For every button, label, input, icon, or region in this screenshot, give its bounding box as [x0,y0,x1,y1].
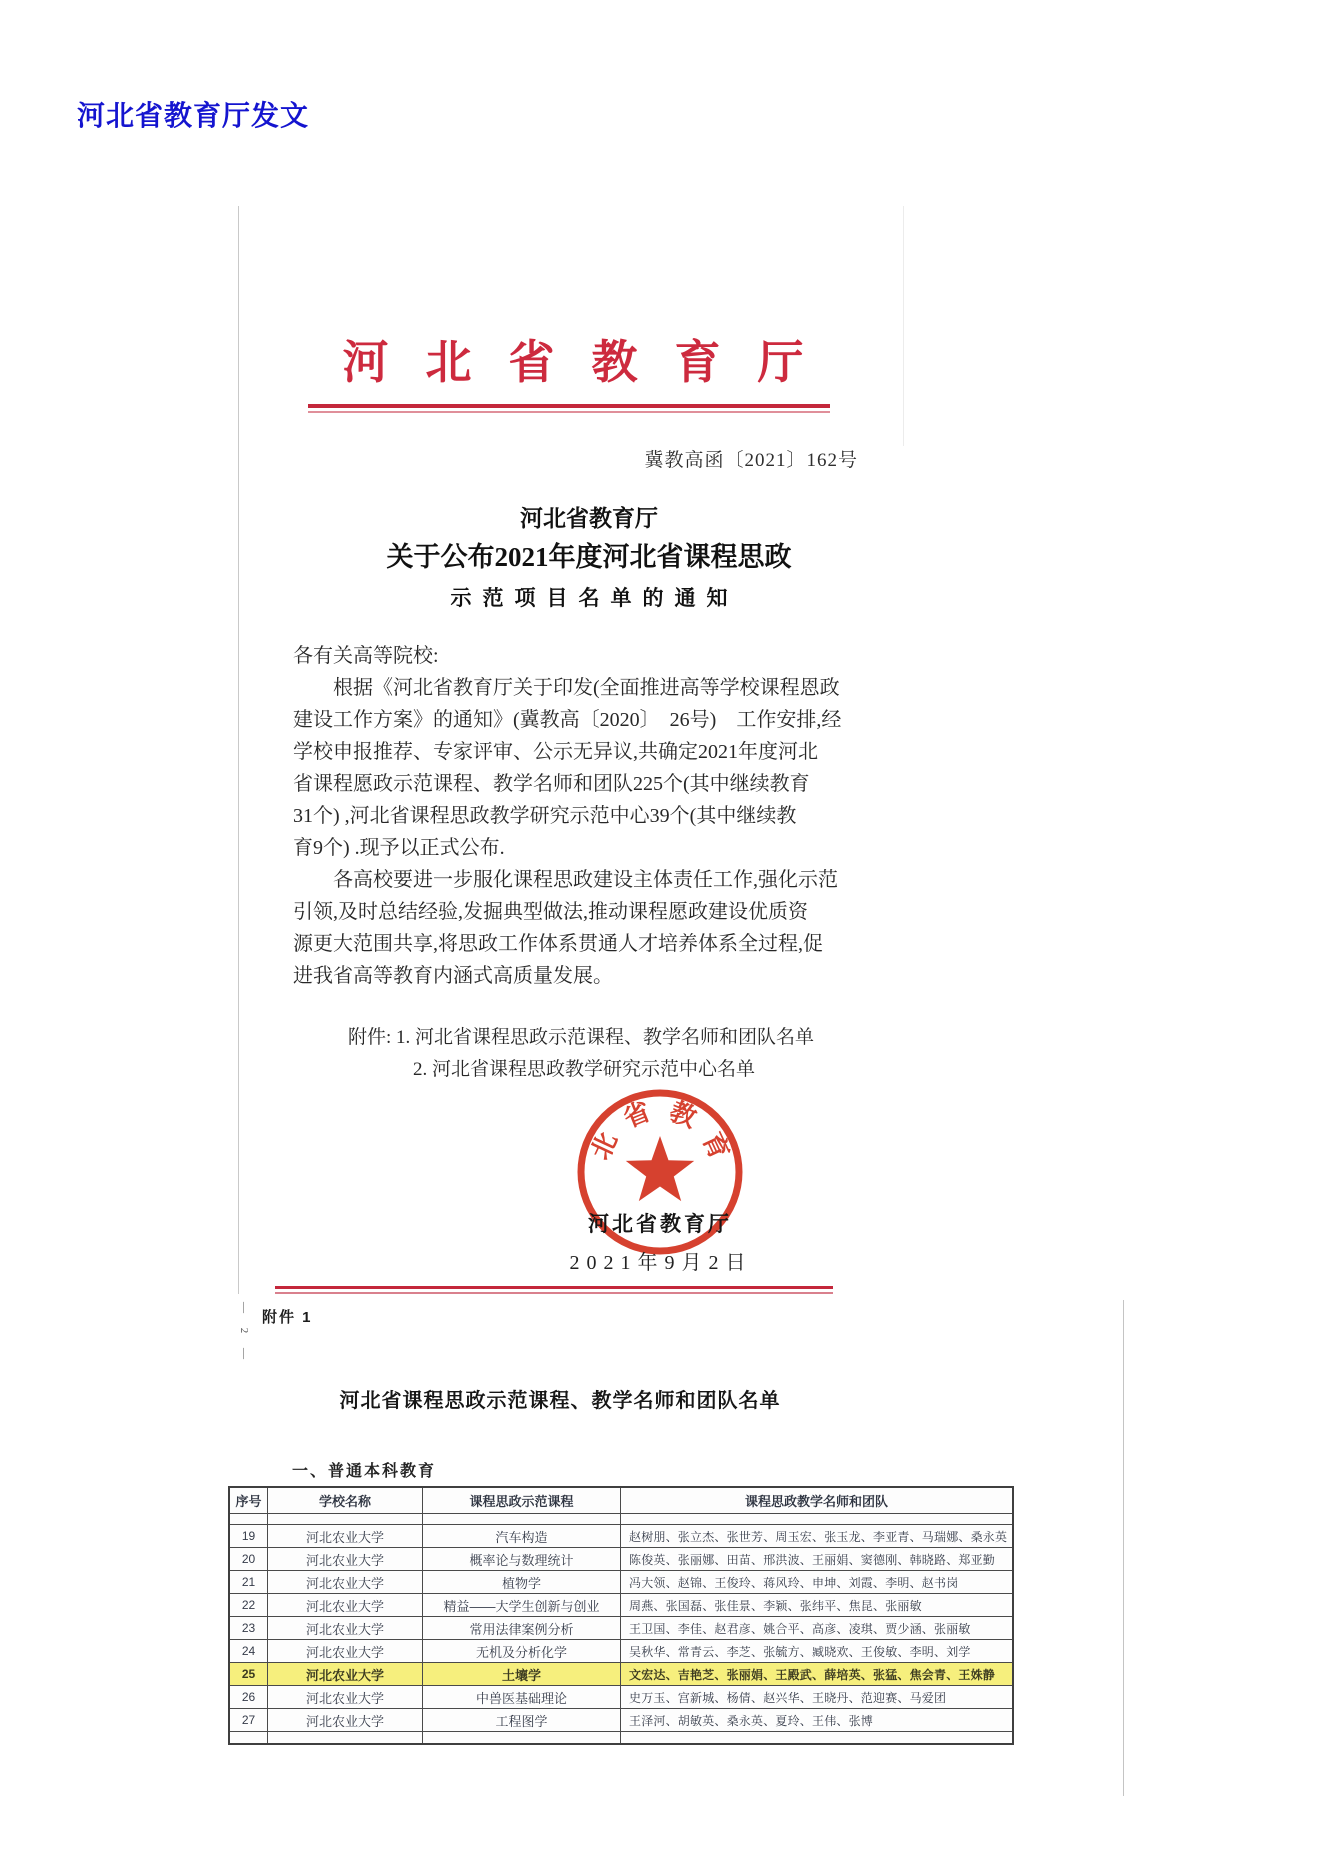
header-cell-school: 学校名称 [268,1488,423,1514]
cell-team: 吴秋华、常青云、李芝、张毓方、臧晓欢、王俊敏、李明、刘学 [621,1640,1012,1663]
cell-course: 植物学 [423,1571,621,1594]
cell-no: 22 [230,1594,268,1617]
cell-school: 河北农业大学 [268,1525,423,1548]
cell-no: 19 [230,1525,268,1548]
cell-no: 23 [230,1617,268,1640]
notice-title-line1: 河北省教育厅 [520,506,658,531]
cell-no: 25 [230,1663,268,1686]
cell-school: 河北农业大学 [268,1686,423,1709]
letterhead-divider [308,404,830,408]
letterhead-title: 河北省教育厅 [342,337,841,388]
page-bottom-divider-thin [275,1292,833,1294]
body-line: 各高校要进一步服化课程思政建设主体责任工作,强化示范 [293,869,838,891]
appendix-page-right-edge [1123,1300,1124,1796]
table-spacer-row [230,1514,1012,1525]
banner-label: 河北省教育厅发文 [77,100,310,131]
cell-team: 史万玉、宫新城、杨倩、赵兴华、王晓丹、范迎赛、马爱团 [621,1686,1012,1709]
body-line: 育9个) .现予以正式公布. [293,837,505,859]
cell-no: 26 [230,1686,268,1709]
cell-no: 21 [230,1571,268,1594]
doc-number: 冀教高函〔2021〕162号 [644,450,858,471]
cell-no: 20 [230,1548,268,1571]
letterhead-divider-thin [308,411,830,413]
cell-school: 河北农业大学 [268,1548,423,1571]
cell-course: 概率论与数理统计 [423,1548,621,1571]
table-row [230,1525,1012,1548]
cell-team: 王卫国、李佳、赵君彦、姚合平、高彦、凌琪、贾少涵、张丽敏 [621,1617,1012,1640]
table-row [230,1709,1012,1732]
cell-team: 王泽河、胡敏英、桑永英、夏玲、王伟、张博 [621,1709,1012,1732]
cell-team: 周燕、张国磊、张佳景、李颖、张纬平、焦昆、张丽敏 [621,1594,1012,1617]
table-row-highlighted [230,1663,1012,1686]
body-line: 31个) ,河北省课程思政教学研究示范中心39个(其中继续教 [293,805,797,827]
seal-arc-char: 省 [619,1096,655,1134]
cell-team: 文宏达、吉艳芝、张丽娟、王殿武、薛培英、张猛、焦会青、王姝静 [621,1663,1012,1686]
cell-school: 河北农业大学 [268,1663,423,1686]
seal-arc-char: 育 [696,1128,735,1165]
seal-name-overlay: 河北省教育厅 [588,1213,732,1236]
cell-school: 河北农业大学 [268,1709,423,1732]
table-row [230,1594,1012,1617]
seal-arc-char: 北 [585,1128,624,1165]
cell-school: 河北农业大学 [268,1594,423,1617]
page-left-edge [238,206,239,1294]
cell-school: 河北农业大学 [268,1617,423,1640]
seal-arc-char: 教 [665,1096,701,1134]
cell-course: 汽车构造 [423,1525,621,1548]
cell-no: 24 [230,1640,268,1663]
cell-team: 赵树朋、张立杰、张世芳、周玉宏、张玉龙、李亚青、马瑞娜、桑永英 [621,1525,1012,1548]
body-line: 引领,及时总结经验,发掘典型做法,推动课程愿政建设优质资 [293,901,808,923]
notice-body [293,640,887,992]
star-icon [626,1136,694,1201]
body-line: 学校申报推荐、专家评审、公示无异议,共确定2021年度河北 [293,741,818,763]
cell-school: 河北农业大学 [268,1571,423,1594]
cell-course: 无机及分析化学 [423,1640,621,1663]
notice-title-line3: 示范项目名单的通知 [450,586,739,610]
table-header-row [230,1488,1012,1514]
cell-course: 工程图学 [423,1709,621,1732]
body-line: 根据《河北省教育厅关于印发(全面推进高等学校课程恩政 [293,677,840,699]
cell-course: 土壤学 [423,1663,621,1686]
header-cell-team: 课程思政教学名师和团队 [621,1488,1012,1514]
cell-course: 常用法律案例分析 [423,1617,621,1640]
body-line: 省课程愿政示范课程、教学名师和团队225个(其中继续教育 [293,773,810,795]
table-row [230,1548,1012,1571]
cell-school: 河北农业大学 [268,1640,423,1663]
page-right-edge [903,206,904,446]
table-row [230,1640,1012,1663]
appendix-label: 附件 1 [262,1309,313,1326]
cell-team: 冯大领、赵锦、王俊玲、蒋风玲、申坤、刘霞、李明、赵书岗 [621,1571,1012,1594]
body-line: 建设工作方案》的通知》(冀教高〔2020〕 26号) 工作安排,经 [293,709,842,731]
page-number-vertical: — 2 — [238,1302,250,1365]
attachments-line2: 2. 河北省课程思政教学研究示范中心名单 [413,1059,756,1080]
demo-courses-table [228,1486,1014,1745]
body-line: 进我省高等教育内涵式高质量发展。 [293,965,613,987]
section-heading: 一、普通本科教育 [292,1463,437,1480]
header-cell-no: 序号 [230,1488,268,1514]
table-row [230,1686,1012,1709]
page-bottom-divider [275,1286,833,1289]
cell-course: 中兽医基础理论 [423,1686,621,1709]
body-line: 源更大范围共享,将思政工作体系贯通人才培养体系全过程,促 [293,933,823,955]
cell-no: 27 [230,1709,268,1732]
header-cell-course: 课程思政示范课程 [423,1488,621,1514]
cell-course: 精益——大学生创新与创业 [423,1594,621,1617]
table-row [230,1571,1012,1594]
attachments-line1: 附件: 1. 河北省课程思政示范课程、教学名师和团队名单 [348,1027,815,1048]
body-line: 各有关高等院校: [293,645,439,667]
table-spacer-row [230,1732,1012,1743]
appendix-title: 河北省课程思政示范课程、教学名师和团队名单 [339,1390,781,1412]
table-row [230,1617,1012,1640]
cell-team: 陈俊英、张丽娜、田苗、邢洪波、王丽娟、窦德刚、韩晓路、郑亚勤 [621,1548,1012,1571]
issue-date: 2021年9月2日 [569,1252,753,1274]
notice-title-line2: 关于公布2021年度河北省课程思政 [386,542,792,572]
